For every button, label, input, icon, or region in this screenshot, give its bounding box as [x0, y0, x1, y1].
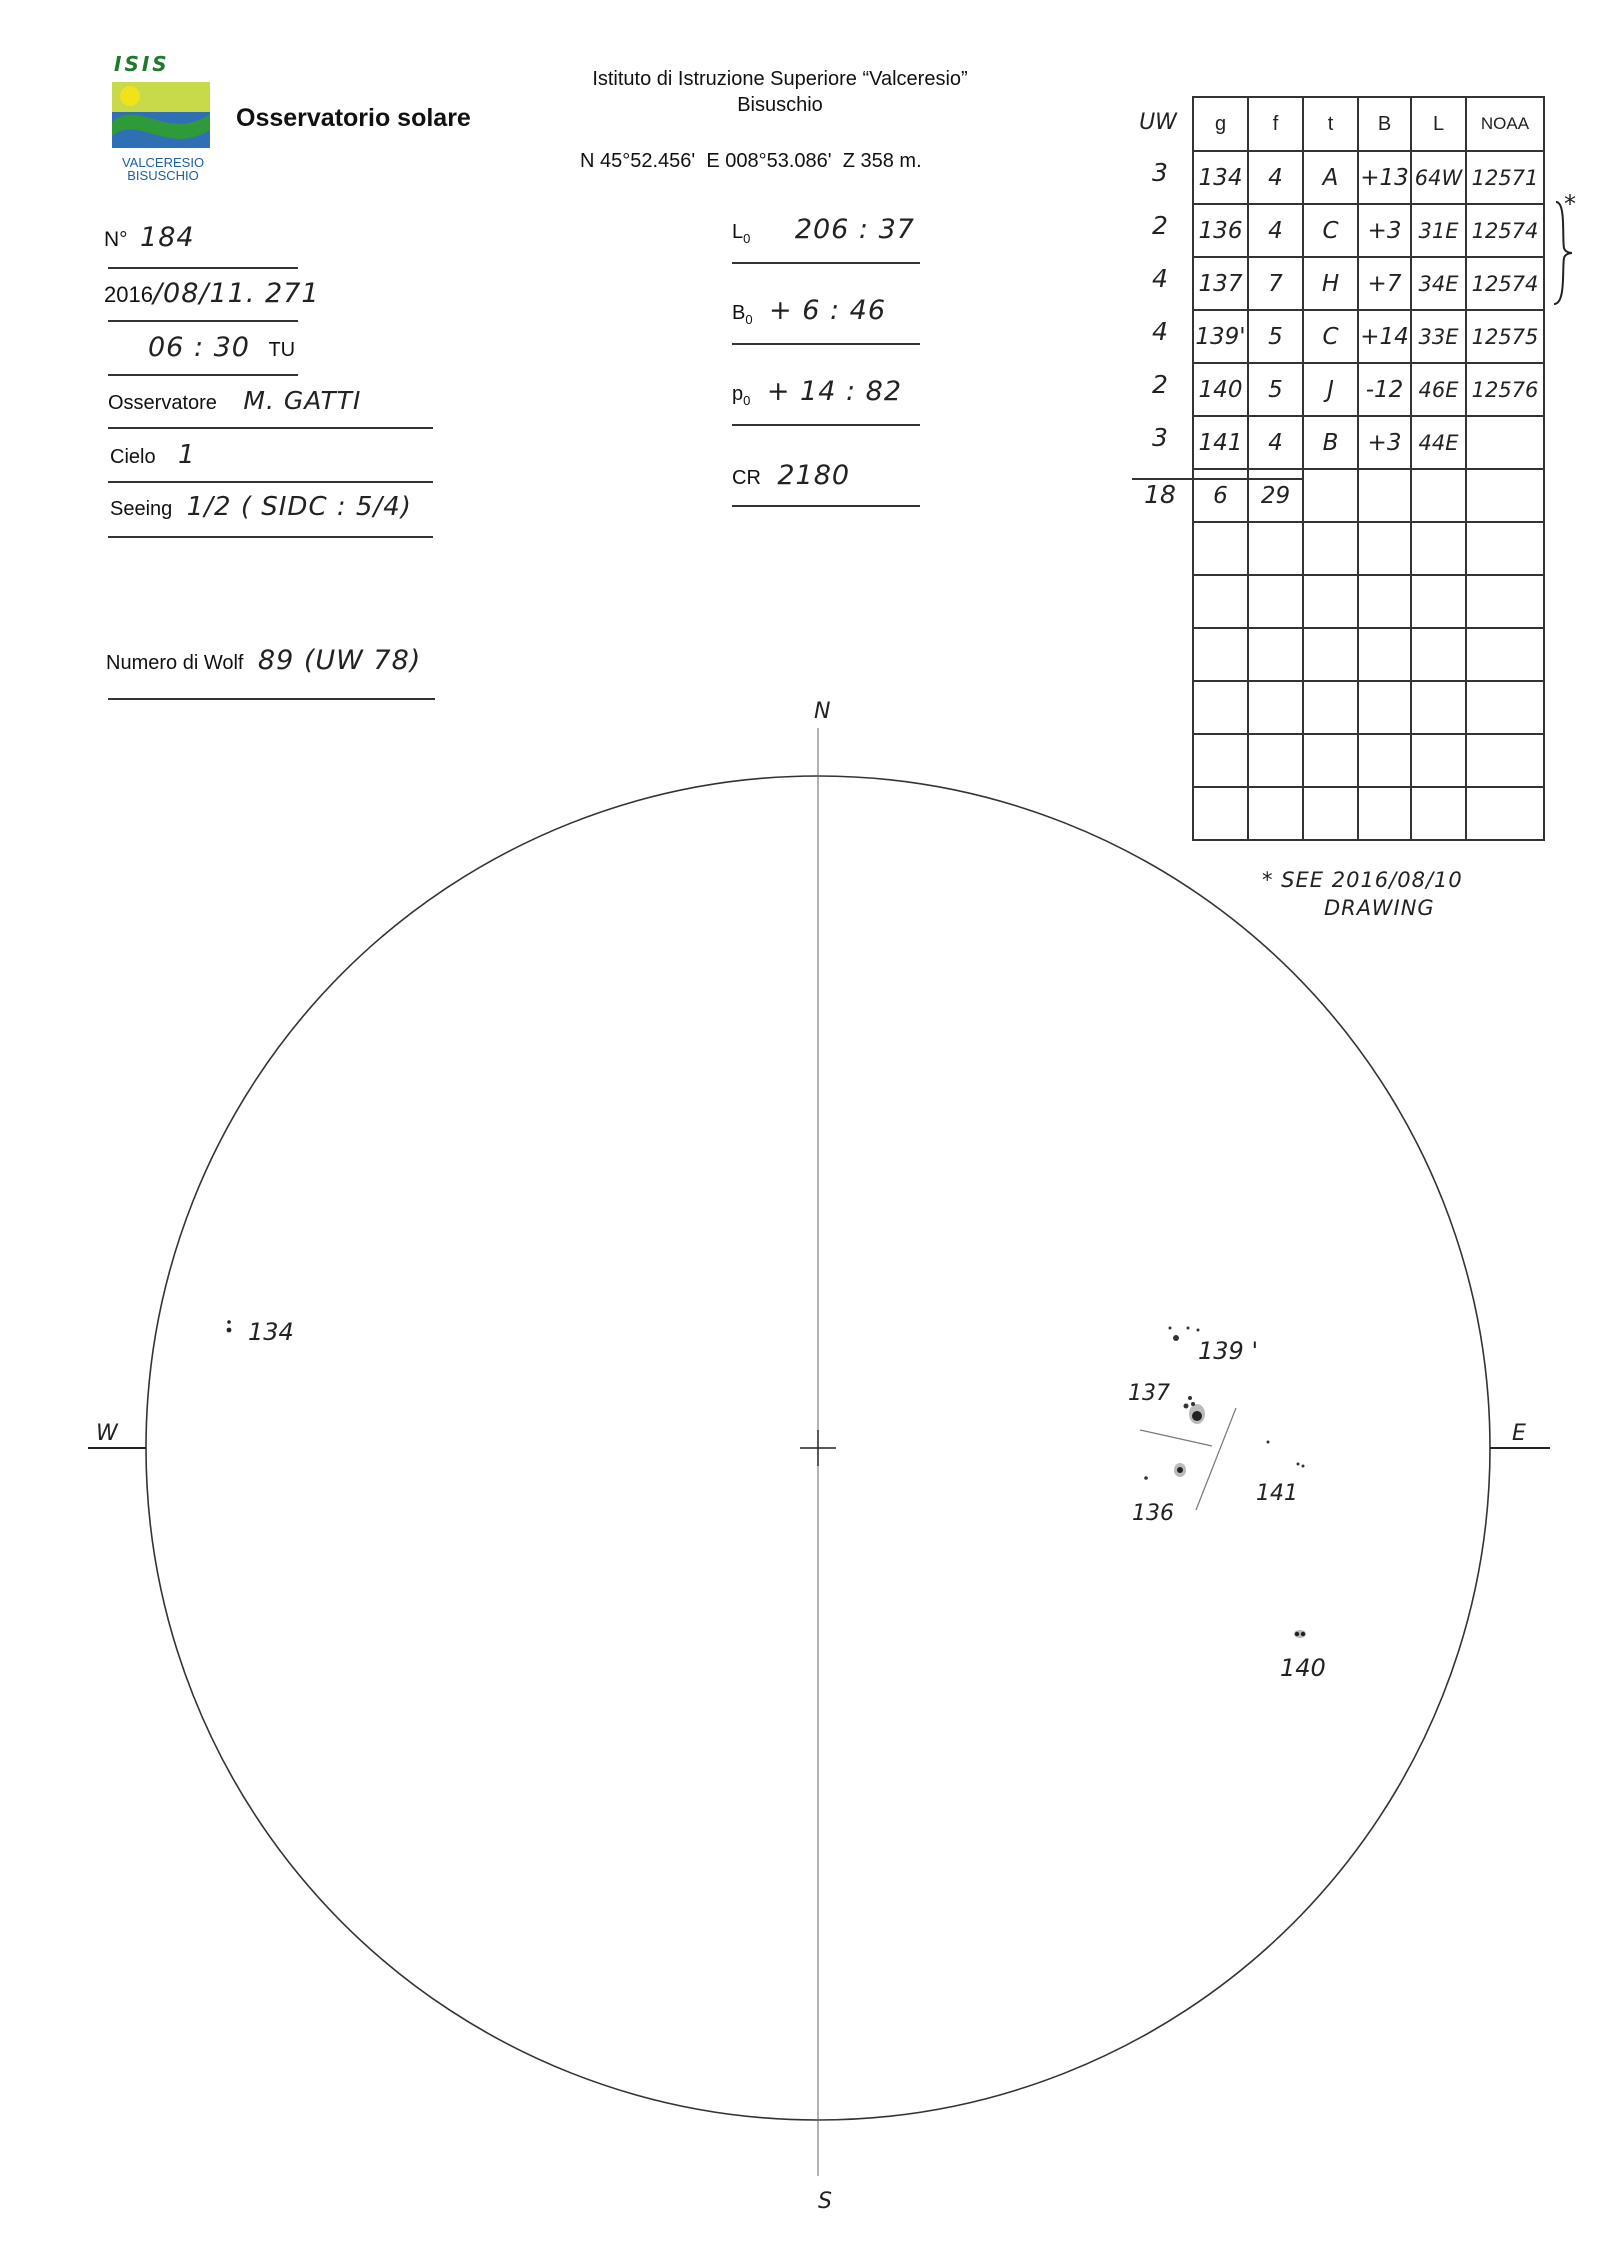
number-value: 184: [140, 222, 195, 253]
totals-rule: [1132, 478, 1302, 480]
cell-t: H: [1303, 257, 1358, 310]
groups-table-row: [1193, 363, 1544, 416]
group-label-136: 136: [1132, 1501, 1174, 1526]
cell-t: A: [1303, 151, 1358, 204]
l0-value: 206 : 37: [794, 214, 915, 245]
cell-g: 141: [1193, 416, 1248, 469]
cell-b: +3: [1358, 416, 1411, 469]
table-note: * SEE 2016/08/10 DRAWING: [1262, 868, 1463, 920]
total-f: 29: [1248, 469, 1303, 522]
cr-label: CR: [732, 467, 761, 489]
cell-g: 139': [1193, 310, 1248, 363]
observer-field: [108, 386, 361, 415]
groups-table-row: [1193, 257, 1544, 310]
p0-value: + 14 : 82: [766, 376, 902, 407]
cell-l: 34E: [1411, 257, 1466, 310]
uw-value: 3: [1152, 423, 1168, 452]
cell-noaa: 12576: [1466, 363, 1544, 416]
cell-noaa: [1466, 416, 1544, 469]
bracket-asterisk: *: [1564, 190, 1577, 218]
p0-field: [732, 376, 902, 408]
cell-b: -12: [1358, 363, 1411, 416]
sunspot-group-134: [227, 1318, 294, 1346]
cell-noaa: 12571: [1466, 151, 1544, 204]
cell-noaa: 12574: [1466, 257, 1544, 310]
cell-b: +7: [1358, 257, 1411, 310]
uw-value: 2: [1152, 370, 1168, 399]
total-g: 6: [1193, 469, 1248, 522]
south-label: S: [818, 2189, 832, 2214]
column-header-noaa: NOAA: [1466, 97, 1544, 151]
cell-t: C: [1303, 204, 1358, 257]
empty-cell: [1466, 575, 1544, 628]
empty-cell: [1466, 628, 1544, 681]
seeing-value: 1/2 ( SIDC : 5/4): [186, 492, 412, 522]
cell-f: 5: [1248, 363, 1303, 416]
cell-b: +14: [1358, 310, 1411, 363]
cell-l: 46E: [1411, 363, 1466, 416]
groups-table-row: [1193, 310, 1544, 363]
date-value: /08/11. 271: [152, 278, 320, 309]
north-label: N: [814, 700, 831, 724]
cell-noaa: 12574: [1466, 204, 1544, 257]
empty-cell: [1248, 522, 1303, 575]
empty-cell: [1411, 522, 1466, 575]
uw-value: 4: [1152, 317, 1168, 346]
column-header-f: f: [1248, 97, 1303, 151]
east-label: E: [1512, 1421, 1526, 1446]
observation-time: [148, 332, 295, 363]
b0-label: $B_0$: [732, 302, 753, 327]
groups-table-header-row: [1193, 97, 1544, 151]
empty-cell: [1358, 575, 1411, 628]
total-noaa: [1466, 469, 1544, 522]
b0-field: [732, 295, 886, 327]
group-label-141: 141: [1256, 1481, 1298, 1506]
cell-noaa: 12575: [1466, 310, 1544, 363]
observer-label: Osservatore: [108, 392, 217, 414]
observatory-coordinates: N 45°52.456' E 008°53.086' Z 358 m.: [580, 150, 922, 172]
wolf-number-field: [106, 645, 421, 676]
sunspot-group-139p: [1169, 1327, 1259, 1366]
carrington-rotation-field: [732, 460, 850, 491]
logo-wordmark: ISIS: [114, 52, 170, 76]
time-unit: TU: [268, 339, 296, 361]
empty-cell: [1248, 628, 1303, 681]
cell-t: B: [1303, 416, 1358, 469]
cell-t: C: [1303, 310, 1358, 363]
l0-field: [732, 214, 915, 246]
total-l: [1411, 469, 1466, 522]
logo-subtitle: VALCERESIO BISUSCHIO: [121, 155, 205, 183]
cell-l: 33E: [1411, 310, 1466, 363]
sunspot-group-141: [1256, 1441, 1305, 1507]
cell-f: 4: [1248, 151, 1303, 204]
cell-f: 4: [1248, 204, 1303, 257]
column-header-b: B: [1358, 97, 1411, 151]
empty-cell: [1358, 522, 1411, 575]
groups-table-empty-row: [1193, 575, 1544, 628]
time-value: 06 : 30: [148, 332, 250, 363]
observation-number: [104, 222, 195, 253]
cell-b: +13: [1358, 151, 1411, 204]
uw-value: 3: [1152, 158, 1168, 187]
uw-header: UW: [1139, 110, 1177, 135]
time-rule: [108, 374, 298, 376]
observatory-title: Osservatorio solare: [236, 104, 471, 132]
cr-rule: [732, 505, 920, 507]
seeing-field: [110, 492, 412, 522]
groups-table-empty-row: [1193, 522, 1544, 575]
cell-g: 134: [1193, 151, 1248, 204]
wolf-label: Numero di Wolf: [106, 652, 244, 674]
l0-label: $L_0$: [732, 221, 751, 246]
uw-total: 18: [1144, 480, 1176, 509]
uw-value: 2: [1152, 211, 1168, 240]
empty-cell: [1193, 628, 1248, 681]
observation-date: [104, 278, 320, 309]
p0-rule: [732, 424, 920, 426]
empty-cell: [1466, 522, 1544, 575]
cell-l: 44E: [1411, 416, 1466, 469]
sunspot-group-136: [1132, 1463, 1186, 1526]
empty-cell: [1193, 522, 1248, 575]
l0-rule: [732, 262, 920, 264]
sunspot-group-137: [1128, 1381, 1205, 1424]
date-year: 2016: [104, 282, 153, 307]
logo-emblem-icon: [108, 78, 218, 153]
seeing-label: Seeing: [110, 498, 173, 520]
cell-l: 31E: [1411, 204, 1466, 257]
groups-table-totals-row: [1193, 469, 1544, 522]
cell-f: 5: [1248, 310, 1303, 363]
west-label: W: [96, 1421, 118, 1446]
empty-cell: [1303, 628, 1358, 681]
column-header-l: L: [1411, 97, 1466, 151]
b0-value: + 6 : 46: [769, 295, 887, 326]
cell-g: 137: [1193, 257, 1248, 310]
column-header-t: t: [1303, 97, 1358, 151]
groups-table-row: [1193, 151, 1544, 204]
group-label-139p: 139 ': [1198, 1337, 1259, 1365]
group-separator-slant: [1196, 1408, 1236, 1510]
institute-name: Istituto di Istruzione Superiore “Valceresio” Bisuschio: [592, 68, 968, 116]
number-label: N°: [104, 228, 128, 251]
number-rule: [108, 267, 298, 269]
p0-label: $p_0$: [732, 383, 751, 408]
observer-rule: [108, 427, 433, 429]
sky-rule: [108, 481, 433, 483]
total-b: [1358, 469, 1411, 522]
cell-f: 4: [1248, 416, 1303, 469]
isis-logo: [108, 50, 218, 185]
empty-cell: [1303, 522, 1358, 575]
column-header-g: g: [1193, 97, 1248, 151]
date-rule: [108, 320, 298, 322]
group-label-134: 134: [248, 1318, 294, 1346]
empty-cell: [1411, 575, 1466, 628]
sky-field: [110, 440, 196, 470]
cr-value: 2180: [777, 460, 851, 491]
empty-cell: [1411, 628, 1466, 681]
empty-cell: [1193, 575, 1248, 628]
solar-disk-drawing: [0, 700, 1600, 2260]
empty-cell: [1358, 628, 1411, 681]
sky-value: 1: [178, 440, 196, 470]
sky-label: Cielo: [110, 446, 156, 468]
groups-table-empty-row: [1193, 628, 1544, 681]
cell-l: 64W: [1411, 151, 1466, 204]
cell-g: 136: [1193, 204, 1248, 257]
sunspot-group-140: [1280, 1630, 1326, 1682]
observer-value: M. GATTI: [243, 386, 362, 415]
empty-cell: [1303, 575, 1358, 628]
group-label-140: 140: [1280, 1654, 1326, 1682]
group-separator-diagonal: [1140, 1430, 1212, 1446]
seeing-rule: [108, 536, 433, 538]
b0-rule: [732, 343, 920, 345]
total-t: [1303, 469, 1358, 522]
cell-f: 7: [1248, 257, 1303, 310]
wolf-value: 89 (UW 78): [257, 645, 422, 676]
groups-table-row: [1193, 416, 1544, 469]
cell-t: J: [1303, 363, 1358, 416]
group-label-137: 137: [1128, 1381, 1170, 1406]
cell-b: +3: [1358, 204, 1411, 257]
uw-value: 4: [1152, 264, 1168, 293]
empty-cell: [1248, 575, 1303, 628]
cell-g: 140: [1193, 363, 1248, 416]
groups-table-row: [1193, 204, 1544, 257]
